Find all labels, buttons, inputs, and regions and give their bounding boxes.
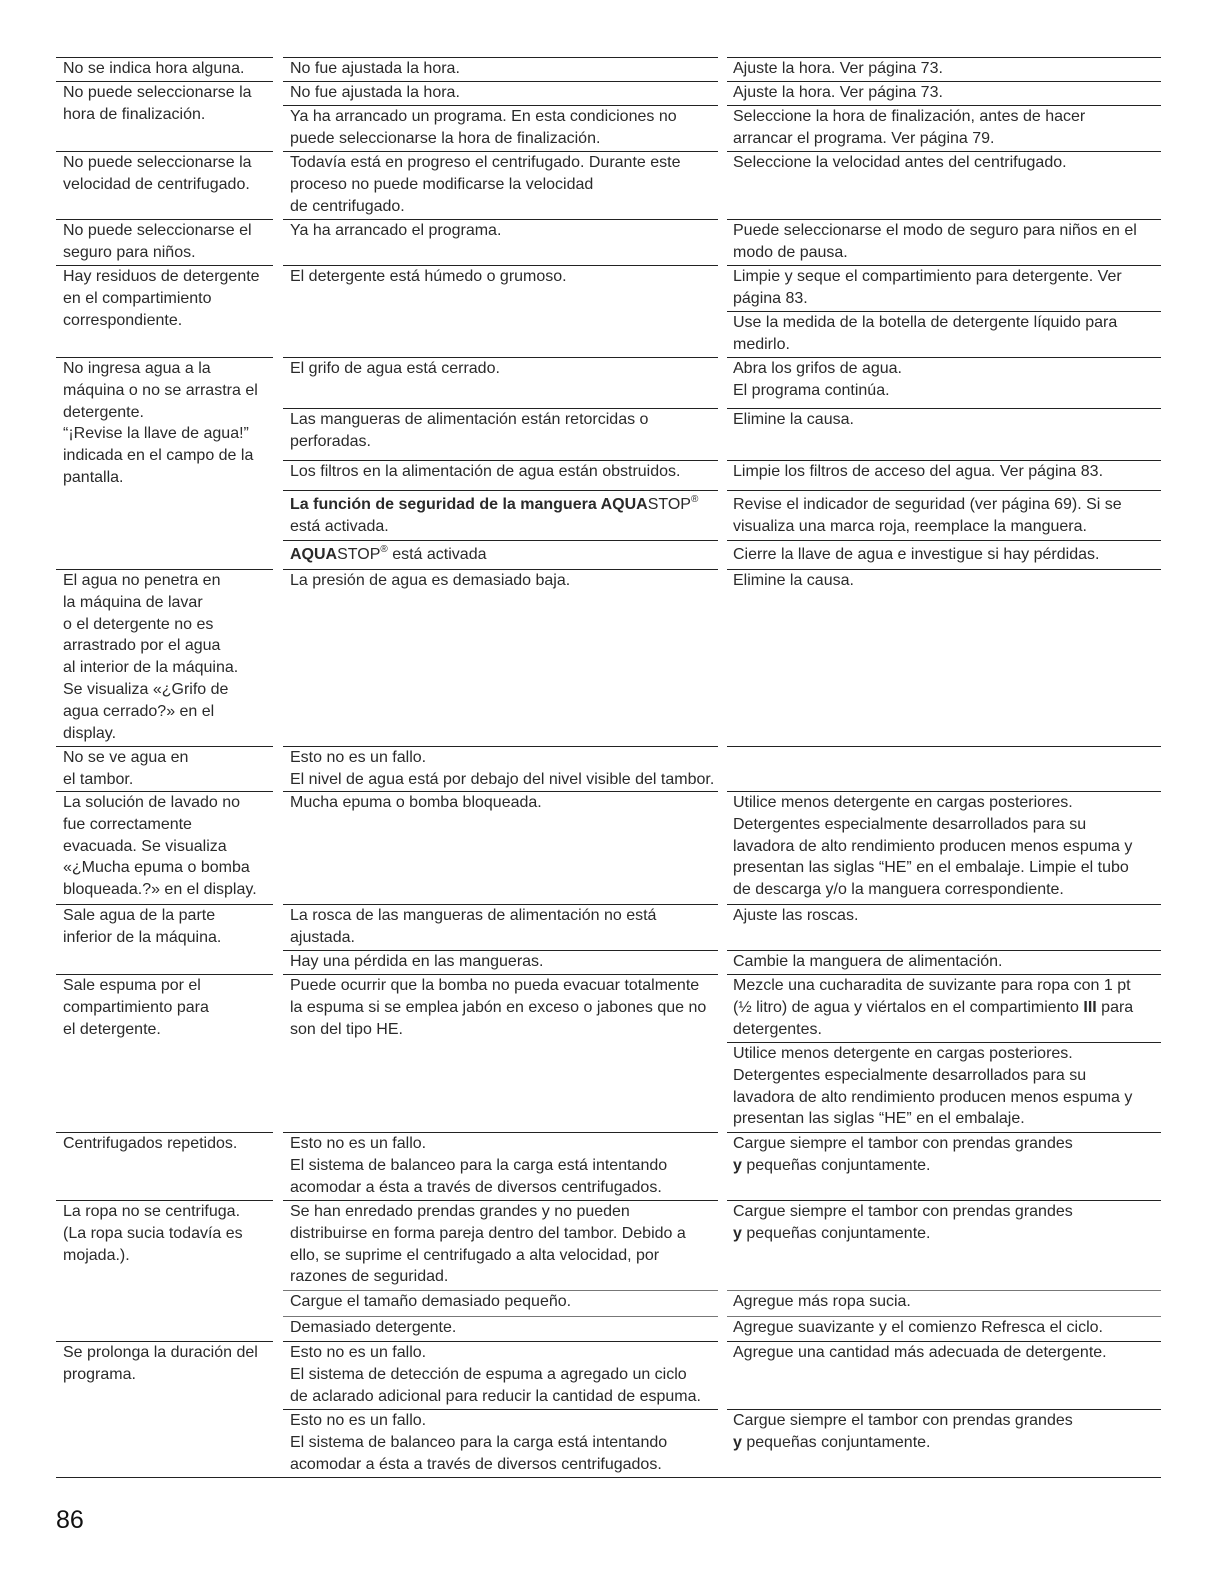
cause-cell: Mucha epuma o bomba bloqueada. [290, 794, 542, 811]
solution-text: pequeñas conjuntamente. [741, 1156, 931, 1174]
registered-mark: ® [380, 544, 388, 555]
cause-cell: La presión de agua es demasiado baja. [290, 572, 571, 589]
row-rule [727, 540, 1161, 541]
solution-text: Cargue siempre el tambor con prendas grandes [733, 1203, 1073, 1220]
cause-cell: No fue ajustada la hora. [290, 84, 460, 101]
problem-cell: No se indica hora alguna. [63, 60, 245, 77]
aquastop-stop-text: STOP [647, 496, 691, 513]
cause-cell: Ya ha arrancado el programa. [290, 222, 502, 239]
problem-cell: Centrifugados repetidos. [63, 1135, 238, 1152]
cause-cell: No fue ajustada la hora. [290, 60, 460, 77]
cause-cell: Demasiado detergente. [290, 1319, 457, 1336]
solution-cell: Cambie la manguera de alimentación. [733, 953, 1003, 970]
solution-cell: Use la medida de la botella de detergente líquido para medirlo. [733, 314, 1118, 353]
solution-cell: Limpie y seque el compartimiento para detergente. Ver página 83. [733, 268, 1122, 307]
solution-cell: Revise el indicador de seguridad (ver página 69). Si se visualiza una marca roja, reemplace la manguera. [733, 496, 1122, 535]
problem-cell: Se prolonga la duración del programa. [63, 1344, 258, 1383]
solution-cell: Seleccione la hora de finalización, antes de hacer arrancar el programa. Ver página 79. [733, 108, 1086, 147]
solution-cell: Elimine la causa. [733, 411, 854, 428]
cause-cell: Esto no es un fallo. El sistema de balanceo para la carga está intentando acomodar a ésta a través de diversos centrifugados. [290, 1412, 668, 1473]
aquastop-bold-text: La función de seguridad de la manguera AQUA [290, 496, 648, 513]
solution-cell-load [733, 1410, 1163, 1454]
cause-cell: Esto no es un fallo. El nivel de agua está por debajo del nivel visible del tambor. [290, 749, 715, 788]
solution-cell-mix [733, 975, 1163, 1040]
problem-cell: El agua no penetra en la máquina de lavar o el detergente no es arrastrado por el agua al interior de la máquina. Se visualiza «¿Grifo de agua cerrado?» en el display. [63, 572, 239, 742]
solution-cell: Agregue una cantidad más adecuada de detergente. [733, 1344, 1107, 1361]
cause-cell: El grifo de agua está cerrado. [290, 360, 500, 377]
aquastop-rest-text: está activada [387, 546, 487, 563]
solution-text: pequeñas conjuntamente. [741, 1224, 931, 1242]
solution-text: para detergentes. [733, 998, 1134, 1038]
solution-text: Cargue siempre el tambor con prendas grandes [733, 1412, 1073, 1429]
aquastop-rest-text: está activada. [290, 517, 389, 535]
solution-cell-load [733, 1201, 1163, 1245]
cause-cell: Hay una pérdida en las mangueras. [290, 953, 544, 970]
aquastop-bold-text: AQUA [290, 546, 338, 563]
problem-cell: La ropa no se centrifuga. (La ropa sucia todavía es mojada.). [63, 1203, 243, 1264]
cause-cell: Ya ha arrancado un programa. En esta condiciones no puede seleccionarse la hora de finalización. [290, 108, 677, 147]
compartment-iii-label: III [1083, 998, 1097, 1016]
cause-cell-aquastop-function [290, 494, 720, 538]
registered-mark: ® [690, 494, 699, 505]
bold-y: y [733, 1224, 742, 1242]
solution-cell: Utilice menos detergente en cargas posteriores. Detergentes especialmente desarrollados para su lavadora de alto rendimiento producen menos espuma y presentan las siglas “HE” en el embalaje. Limpie el tubo de descarga y/o la manguera correspondiente. [733, 794, 1133, 899]
bold-y: y [733, 1433, 742, 1451]
solution-cell: Agregue más ropa sucia. [733, 1293, 911, 1310]
cause-cell: El detergente está húmedo o grumoso. [290, 268, 567, 285]
cause-cell: Se han enredado prendas grandes y no pueden distribuirse en forma pareja dentro del tambor. Debido a ello, se suprime el centrifugado a alta velocidad, por razones de seguridad. [290, 1203, 686, 1286]
problem-cell: Hay residuos de detergente en el compartimiento correspondiente. [63, 268, 260, 329]
solution-cell-load [733, 1133, 1163, 1177]
row-rule [727, 490, 1161, 491]
problem-cell: No puede seleccionarse el seguro para niños. [63, 222, 252, 261]
solution-cell: Puede seleccionarse el modo de seguro para niños en el modo de pausa. [733, 222, 1137, 261]
cause-cell: Cargue el tamaño demasiado pequeño. [290, 1293, 572, 1310]
problem-cell: Sale espuma por el compartimiento para el detergente. [63, 977, 209, 1038]
page-number: 86 [56, 1506, 84, 1534]
solution-cell: Seleccione la velocidad antes del centrifugado. [733, 154, 1067, 171]
cause-cell: Los filtros en la alimentación de agua están obstruidos. [290, 463, 681, 480]
problem-cell: No ingresa agua a la máquina o no se arrastra el detergente. “¡Revise la llave de agua!” indicada en el campo de la pantalla. [63, 360, 258, 486]
problem-cell: La solución de lavado no fue correctamente evacuada. Se visualiza «¿Mucha epuma o bomba bloqueada.?» en el display. [63, 794, 257, 899]
table-bottom-rule [56, 1477, 1161, 1478]
solution-cell: Utilice menos detergente en cargas posteriores. Detergentes especialmente desarrollados para su lavadora de alto rendimiento producen menos espuma y presentan las siglas “HE” en el embalaje. [733, 1045, 1133, 1128]
solution-text: Mezcle una cucharadita de suvizante para ropa con 1 pt (½ litro) de agua y viértalos en el compartimiento [733, 977, 1131, 1016]
solution-cell: Limpie los filtros de acceso del agua. Ver página 83. [733, 463, 1104, 480]
cause-cell: Todavía está en progreso el centrifugado. Durante este proceso no puede modificarse la velocidad de centrifugado. [290, 154, 681, 215]
row-rule [283, 540, 718, 541]
solution-cell: Ajuste las roscas. [733, 907, 859, 924]
bold-y: y [733, 1156, 742, 1174]
cause-cell: Esto no es un fallo. El sistema de balanceo para la carga está intentando acomodar a ésta a través de diversos centrifugados. [290, 1135, 668, 1196]
cause-cell-aquastop-active [290, 544, 720, 566]
solution-text: Cargue siempre el tambor con prendas grandes [733, 1135, 1073, 1152]
solution-cell: Agregue suavizante y el comienzo Refresca el ciclo. [733, 1319, 1103, 1336]
problem-cell: Sale agua de la parte inferior de la máquina. [63, 907, 222, 946]
cause-cell: Esto no es un fallo. El sistema de detección de espuma a agregado un ciclo de aclarado adicional para reducir la cantidad de espuma. [290, 1344, 701, 1405]
cause-cell: La rosca de las mangueras de alimentación no está ajustada. [290, 907, 657, 946]
solution-cell: Abra los grifos de agua. El programa continúa. [733, 360, 902, 399]
problem-cell: No puede seleccionarse la velocidad de centrifugado. [63, 154, 252, 193]
solution-text: pequeñas conjuntamente. [741, 1433, 931, 1451]
solution-cell: Cierre la llave de agua e investigue si hay pérdidas. [733, 546, 1100, 563]
problem-cell: No se ve agua en el tambor. [63, 749, 189, 788]
solution-cell: Elimine la causa. [733, 572, 854, 589]
solution-cell: Ajuste la hora. Ver página 73. [733, 60, 943, 77]
row-rule [727, 746, 1161, 747]
problem-cell: No puede seleccionarse la hora de finalización. [63, 84, 252, 123]
cause-cell: Puede ocurrir que la bomba no pueda evacuar totalmente la espuma si se emplea jabón en exceso o jabones que no son del tipo HE. [290, 977, 707, 1038]
row-rule [283, 490, 718, 491]
cause-cell: Las mangueras de alimentación están retorcidas o perforadas. [290, 411, 649, 450]
aquastop-stop-text: STOP [337, 546, 381, 563]
solution-cell: Ajuste la hora. Ver página 73. [733, 84, 943, 101]
